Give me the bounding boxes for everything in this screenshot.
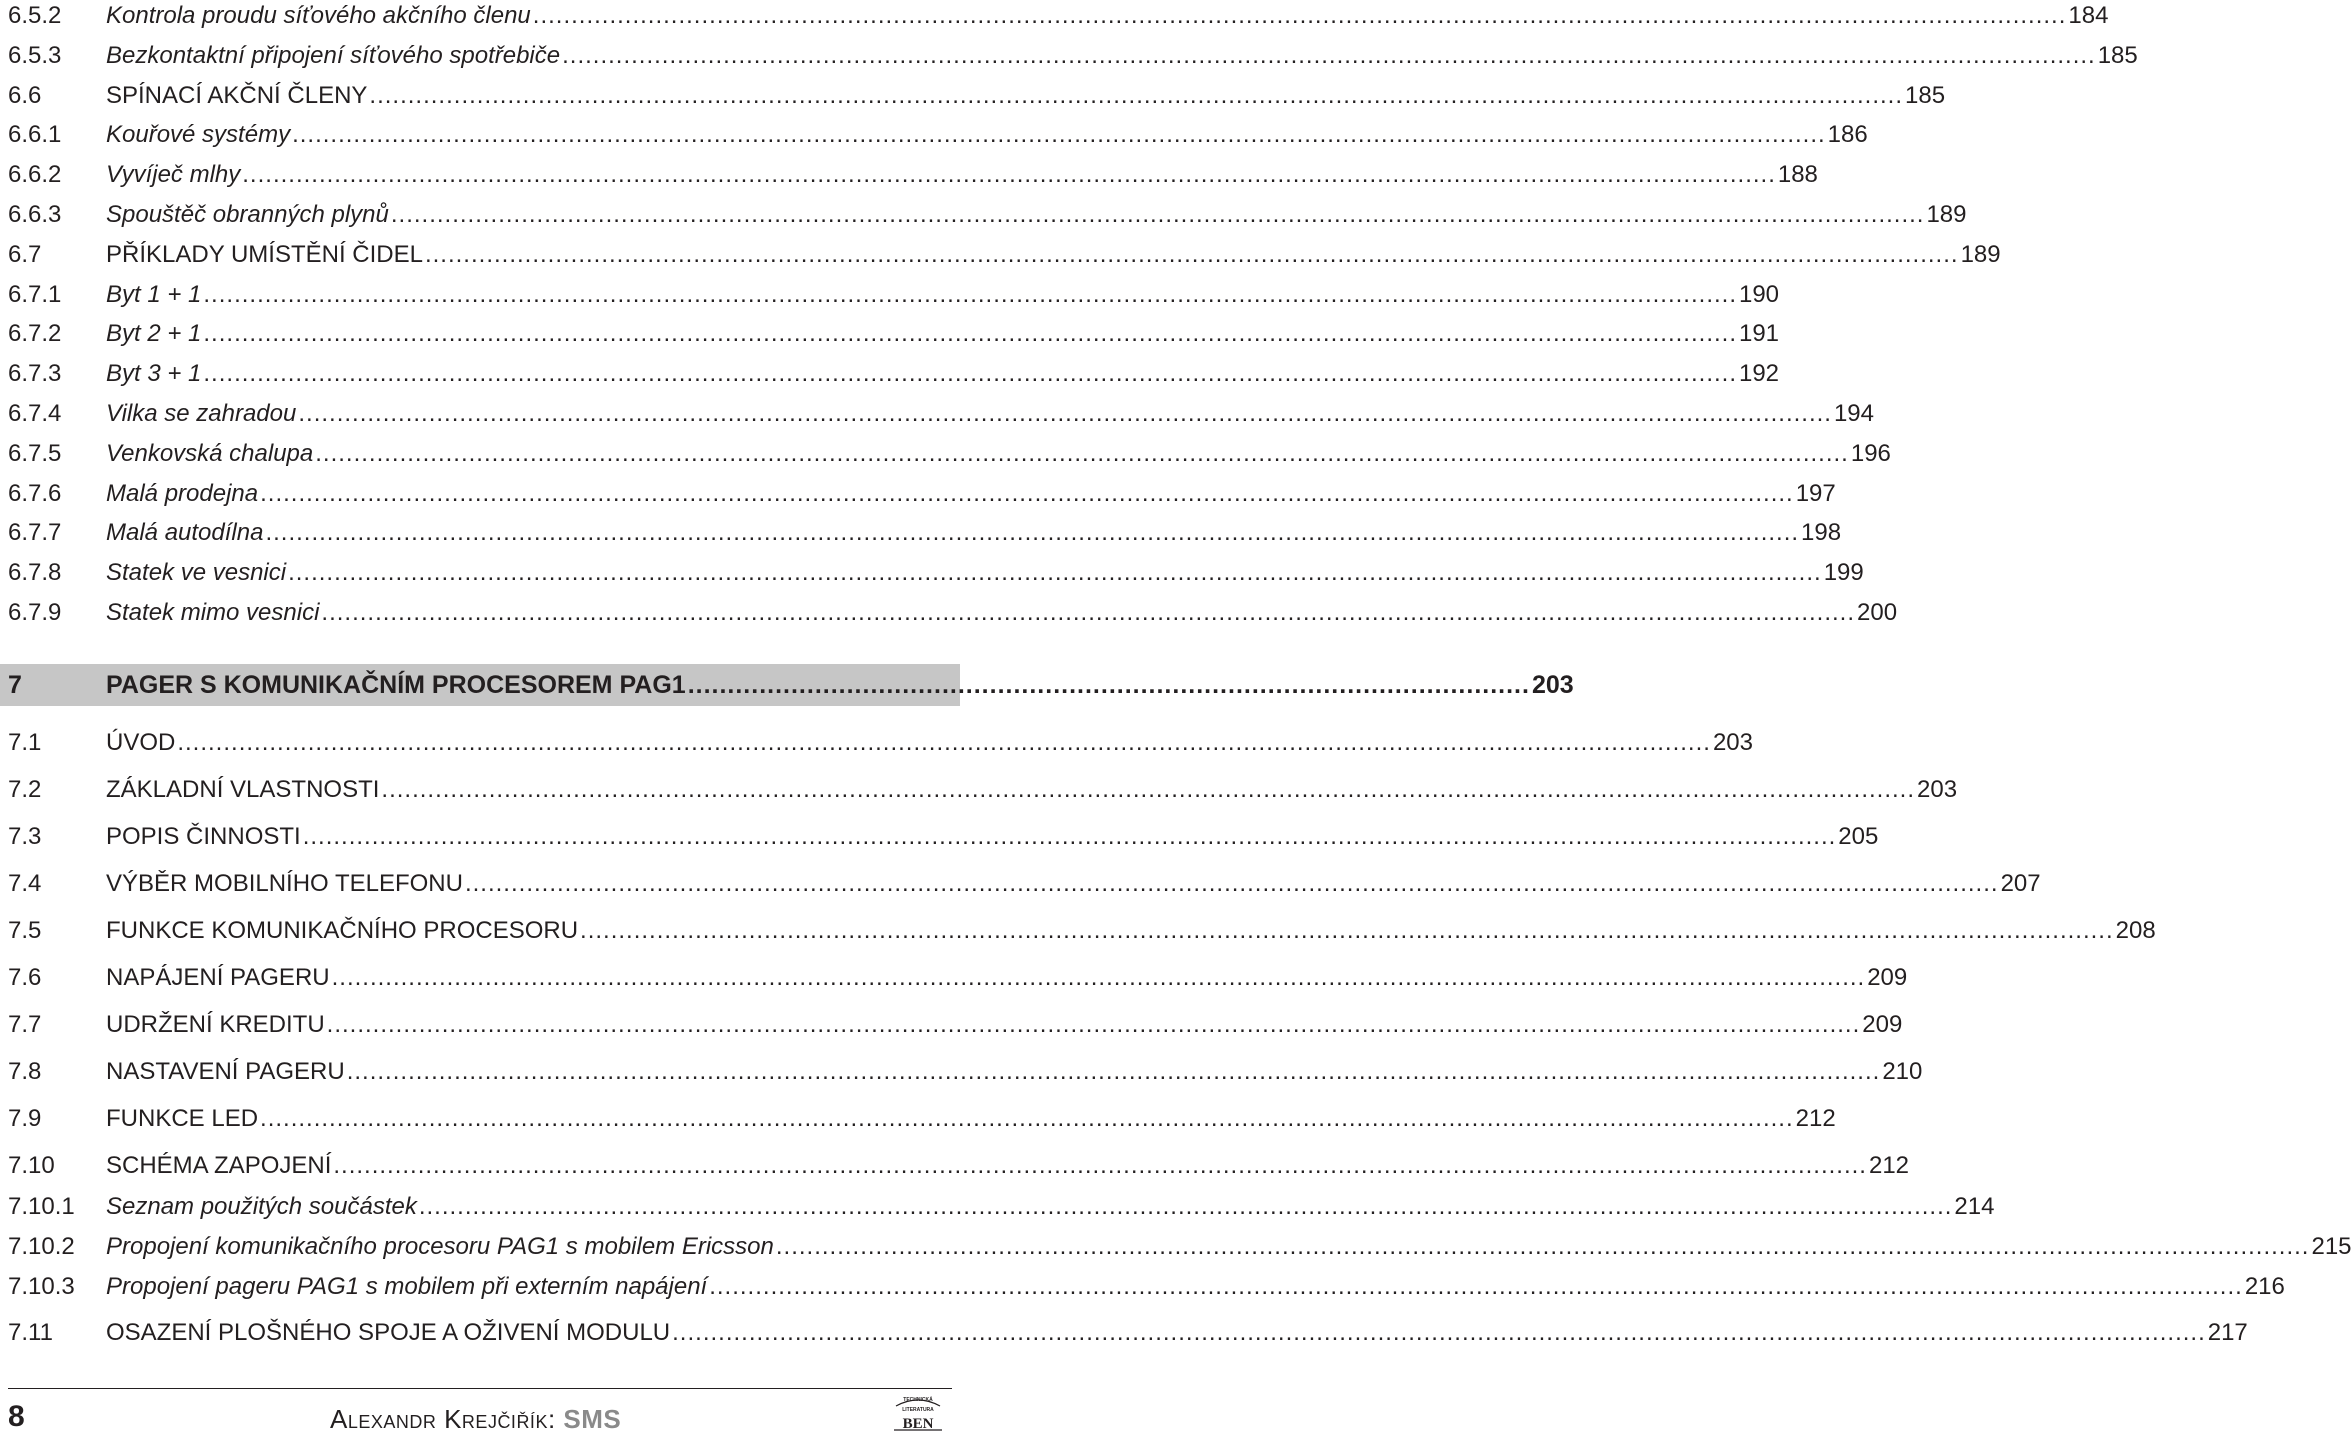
toc-title: FUNKCE LED: [106, 1105, 259, 1132]
toc-row[interactable]: [0, 593, 1898, 633]
footer-author-title: [330, 1404, 621, 1435]
toc-number: 6.5.2: [8, 2, 62, 29]
toc-title: Bezkontaktní připojení síťového spotřebiče: [106, 41, 561, 69]
toc-leader-dots: ........................................................................................................................................................................................................: [418, 1193, 1953, 1220]
toc-title: Byt 1 + 1: [106, 280, 202, 308]
toc-page: 212: [1795, 1105, 1836, 1132]
toc-row[interactable]: [0, 275, 1780, 315]
toc-row[interactable]: [0, 0, 2109, 36]
toc-top: [0, 0, 2138, 633]
toc-row[interactable]: [0, 813, 1879, 860]
toc-title: Malá autodílna: [106, 519, 264, 547]
toc-number: 6.7.8: [8, 559, 62, 587]
toc-page: 190: [1738, 280, 1780, 308]
toc-page: 194: [1833, 399, 1874, 427]
toc-number: 7.10.1: [8, 1193, 75, 1220]
toc-leader-dots: ........................................................................................................................................................................................................: [532, 2, 2067, 29]
toc-leader-dots: ........................................................................................................................................................................................................: [709, 1273, 2243, 1300]
toc-page: 197: [1795, 479, 1836, 507]
footer-rule: [8, 1388, 952, 1389]
toc-leader-dots: ........................................................................................................................................................................................................: [260, 479, 1794, 507]
toc-title: Vyvíječ mlhy: [106, 161, 241, 189]
toc-leader-dots: ........................................................................................................................................................................................................: [203, 360, 1737, 388]
toc-title: Spouštěč obranných plynů: [106, 200, 389, 228]
toc-leader-dots: ........................................................................................................................................................................................................: [298, 399, 1832, 427]
toc-leader-dots: ........................................................................................................................................................................................................: [203, 320, 1737, 348]
toc-title: Propojení komunikačního procesoru PAG1 s mobilem Ericsson: [106, 1233, 774, 1260]
toc-leader-dots: ........................................................................................................................................................................................................: [288, 559, 1822, 587]
logo-text-top: TECHNICKÁ: [903, 1397, 933, 1403]
toc-number: 7.7: [8, 1011, 42, 1038]
toc-row[interactable]: [0, 1095, 1836, 1142]
toc-number: 6.5.3: [8, 41, 62, 69]
toc-page: 210: [1882, 1058, 1923, 1085]
toc-page: 216: [2244, 1273, 2285, 1300]
toc-row[interactable]: [0, 860, 2041, 907]
toc-leader-dots: ........................................................................................................................................................................................................: [424, 240, 1959, 268]
toc-row[interactable]: [0, 195, 1967, 235]
toc-row[interactable]: [0, 954, 1908, 1001]
toc-page: 208: [2115, 917, 2156, 944]
toc-row[interactable]: [0, 434, 1891, 474]
toc-number: 7.11: [8, 1319, 53, 1346]
toc-row[interactable]: [0, 115, 1868, 155]
toc-page: 186: [1827, 121, 1868, 149]
toc-leader-dots: ........................................................................................................................................................................................................: [326, 1011, 1861, 1038]
toc-number: 6.6: [8, 81, 42, 109]
toc-leader-dots: ........................................................................................................................................................................................................: [203, 280, 1737, 308]
toc-title: PAGER S KOMUNIKAČNÍM PROCESOREM PAG1: [106, 671, 686, 699]
toc-number: 7.3: [8, 823, 42, 850]
toc-page: 191: [1738, 320, 1780, 348]
toc-page: 184: [2068, 2, 2109, 29]
toc-number: 7.6: [8, 964, 42, 991]
toc-page: 196: [1850, 439, 1891, 467]
toc-number: 6.7: [8, 240, 42, 268]
toc-row[interactable]: [0, 1001, 1903, 1048]
toc-title: Kontrola proudu síťového akčního členu: [106, 2, 531, 29]
toc-page: 203: [1917, 776, 1958, 803]
toc-number: 6.7.4: [8, 399, 62, 427]
toc-page: 200: [1857, 598, 1898, 626]
toc-title: SCHÉMA ZAPOJENÍ: [106, 1152, 332, 1179]
toc-row[interactable]: [0, 1048, 1923, 1095]
toc-page: 209: [1867, 964, 1908, 991]
toc-number: 6.7.3: [8, 360, 62, 388]
toc-leader-dots: ........................................................................................................................................................................................................: [315, 439, 1849, 467]
toc-leader-dots: ........................................................................................................................................................................................................: [390, 200, 1925, 228]
toc-title: SPÍNACÍ AKČNÍ ČLENY: [106, 81, 368, 109]
toc-row[interactable]: [0, 76, 1946, 116]
footer-page-number: 8: [8, 1400, 25, 1433]
toc-page: 192: [1738, 360, 1780, 388]
toc-row[interactable]: [0, 907, 2156, 954]
toc-row[interactable]: [0, 474, 1836, 514]
toc-page: 209: [1862, 1011, 1903, 1038]
toc-page: 198: [1801, 519, 1842, 547]
toc-page: 188: [1777, 161, 1818, 189]
toc-number: 7.5: [8, 917, 42, 944]
toc-sections: [0, 719, 2156, 1189]
toc-number: 7.1: [8, 729, 42, 756]
chapter-heading-bar: [0, 664, 1574, 706]
toc-title: Statek ve vesnici: [106, 559, 287, 587]
toc-number: 6.6.3: [8, 200, 62, 228]
toc-title: ÚVOD: [106, 729, 176, 756]
toc-leader-dots: ........................................................................................................................................................................................................: [346, 1058, 1881, 1085]
toc-leader-dots: ........................................................................................................................................................................................................: [381, 776, 1915, 803]
toc-row[interactable]: [0, 155, 1818, 195]
toc-page: 199: [1823, 559, 1864, 587]
toc-page: 207: [2000, 870, 2041, 897]
toc-leader-dots: ........................................................................................................................................................................................................: [177, 729, 1711, 756]
toc-page: 189: [1926, 200, 1967, 228]
toc-number: 6.7.5: [8, 439, 62, 467]
toc-page: 214: [1954, 1193, 1995, 1220]
toc-title: Malá prodejna: [106, 479, 259, 507]
toc-row[interactable]: [0, 1142, 1910, 1189]
toc-leader-dots: ........................................................................................................................................................................................................: [672, 1319, 2206, 1346]
toc-row[interactable]: [0, 235, 2001, 275]
toc-leader-dots: ........................................................................................................................................................................................................: [302, 823, 1837, 850]
toc-leader-dots: ........................................................................................................................................................................................................: [580, 917, 2114, 944]
toc-page: 185: [1905, 81, 1946, 109]
toc-leader-dots: ........................................................................................................................................................................................................: [292, 121, 1826, 149]
logo-text-mid: LITERATURA: [902, 1407, 934, 1413]
toc-leader-dots: ........................................................................................................................................................................................................: [242, 161, 1776, 189]
toc-row[interactable]: [0, 719, 1753, 766]
toc-row[interactable]: [0, 1187, 1995, 1227]
toc-page: 217: [2207, 1319, 2248, 1346]
toc-number: 7.2: [8, 776, 42, 803]
toc-page: 212: [1868, 1152, 1910, 1179]
toc-title: Byt 3 + 1: [106, 360, 202, 388]
toc-page: 185: [2097, 41, 2138, 69]
toc-title: Propojení pageru PAG1 s mobilem při externím napájení: [106, 1273, 708, 1300]
toc-title: VÝBĚR MOBILNÍHO TELEFONU: [106, 870, 463, 897]
toc-title: FUNKCE KOMUNIKAČNÍHO PROCESORU: [106, 917, 579, 944]
toc-row[interactable]: [0, 766, 1958, 813]
toc-page: 205: [1838, 823, 1879, 850]
toc-row[interactable]: [0, 394, 1874, 434]
toc-row[interactable]: [0, 1309, 2248, 1356]
publisher-logo: [888, 1392, 948, 1432]
toc-leader-dots: ........................................................................................................................................................................................................: [333, 1152, 1867, 1179]
toc-chapter-row[interactable]: [0, 664, 1574, 706]
toc-title: OSAZENÍ PLOŠNÉHO SPOJE A OŽIVENÍ MODULU: [106, 1319, 671, 1346]
toc-leader-dots: ..........................................................................................................: [687, 671, 1530, 699]
toc-number: 7.4: [8, 870, 42, 897]
toc-page: 215: [2311, 1233, 2352, 1260]
toc-number: 6.7.1: [8, 280, 62, 308]
toc-leader-dots: ........................................................................................................................................................................................................: [331, 964, 1866, 991]
toc-title: Vilka se zahradou: [106, 399, 297, 427]
toc-number: 6.7.6: [8, 479, 62, 507]
footer-author: Alexandr Krejčiřík:: [330, 1404, 556, 1434]
toc-number: 6.6.1: [8, 121, 62, 149]
toc-row[interactable]: [0, 354, 1780, 394]
toc-page: 203: [1531, 671, 1574, 699]
toc-row[interactable]: [0, 553, 1864, 593]
toc-number: 6.7.2: [8, 320, 62, 348]
toc-row[interactable]: [0, 1267, 2285, 1307]
toc-title: Statek mimo vesnici: [106, 598, 320, 626]
footer-book-title: SMS: [563, 1404, 622, 1434]
toc-number: 6.7.7: [8, 519, 62, 547]
toc-title: Byt 2 + 1: [106, 320, 202, 348]
toc-title: NASTAVENÍ PAGERU: [106, 1058, 345, 1085]
toc-title: Venkovská chalupa: [106, 439, 314, 467]
toc-number: 7.10.3: [8, 1273, 75, 1300]
toc-leader-dots: ........................................................................................................................................................................................................: [775, 1233, 2310, 1260]
toc-number: 7.10: [8, 1152, 55, 1179]
toc-title: ZÁKLADNÍ VLASTNOSTI: [106, 776, 380, 803]
toc-number: 6.6.2: [8, 161, 62, 189]
toc-number: 7.9: [8, 1105, 42, 1132]
toc-title: UDRŽENÍ KREDITU: [106, 1011, 325, 1038]
toc-number: 7.10.2: [8, 1233, 75, 1260]
toc-title: POPIS ČINNOSTI: [106, 823, 301, 850]
toc-row[interactable]: [0, 314, 1780, 354]
toc-number: 7: [8, 671, 22, 699]
toc-subsections: [0, 1187, 2352, 1307]
toc-page: 189: [1960, 240, 2001, 268]
toc-leader-dots: ........................................................................................................................................................................................................: [265, 519, 1800, 547]
toc-page: 203: [1712, 729, 1753, 756]
toc-leader-dots: ........................................................................................................................................................................................................: [562, 41, 2096, 69]
toc-row[interactable]: [0, 513, 1842, 553]
toc-leader-dots: ........................................................................................................................................................................................................: [369, 81, 1904, 109]
toc-leader-dots: ........................................................................................................................................................................................................: [260, 1105, 1794, 1132]
toc-number: 7.8: [8, 1058, 42, 1085]
toc-title: Kouřové systémy: [106, 121, 291, 149]
toc-last: [0, 1309, 2248, 1356]
toc-leader-dots: ........................................................................................................................................................................................................: [321, 598, 1855, 626]
toc-leader-dots: ........................................................................................................................................................................................................: [464, 870, 1999, 897]
toc-row[interactable]: [0, 1227, 2352, 1267]
toc-title: Seznam použitých součástek: [106, 1193, 417, 1220]
toc-number: 6.7.9: [8, 598, 62, 626]
toc-title: PŘÍKLADY UMÍSTĚNÍ ČIDEL: [106, 240, 423, 268]
toc-row[interactable]: [0, 36, 2138, 76]
toc-title: NAPÁJENÍ PAGERU: [106, 964, 330, 991]
logo-text-main: BEN: [902, 1416, 934, 1432]
